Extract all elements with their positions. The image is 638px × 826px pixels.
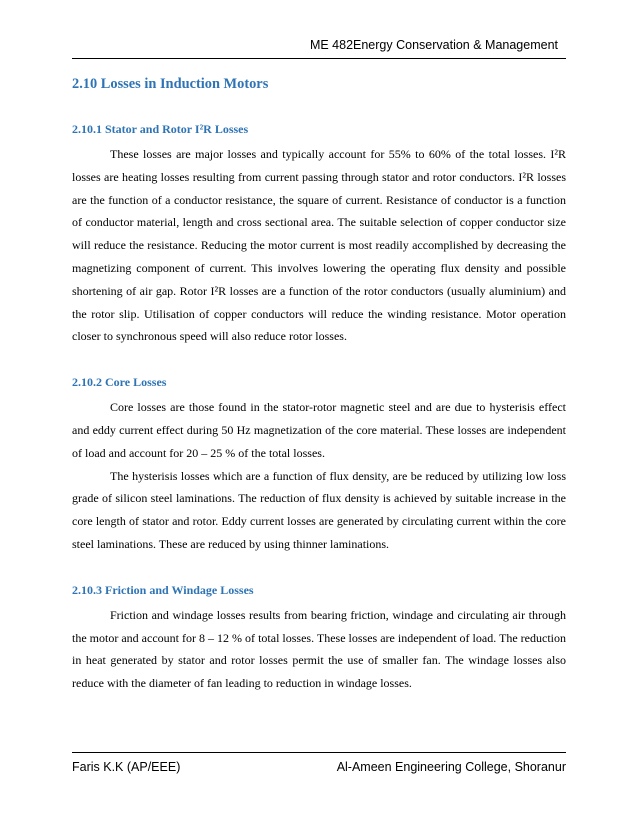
footer-institution: Al-Ameen Engineering College, Shoranur [336,760,566,774]
spacer [72,348,566,374]
spacer [72,556,566,582]
footer-author: Faris K.K (AP/EEE) [72,760,181,774]
header-title: ME 482Energy Conservation & Management [309,38,558,52]
paragraph-stator-rotor: These losses are major losses and typically account for 55% to 60% of the total losses. I²R losses are heating losses resulting from current passing through stator and rotor conductors. I²R losses are the function of a conductor resistance, the square of current. Resistance of conductor is a function of conductor material, length and cross sectional area. The suitable selection of copper conductor size will reduce the resistance. Reducing the motor current is most readily accomplished by decreasing the magnetizing component of current. This involves lowering the operating flux density and possible shortening of air gap. Rotor I²R losses are a function of the rotor conductors (usually aluminium) and the rotor slip. Utilisation of copper conductors will reduce the winding resistance. Motor operation closer to synchronous speed will also reduce rotor losses. [72,147,566,344]
document-body [72,74,566,695]
paragraph-core-2: The hysterisis losses which are a function of flux density, are be reduced by utilizing low loss grade of silicon steel laminations. The reduction of flux density is achieved by suitable increase in the core length of stator and rotor. Eddy current losses are generated by circulating current within the core steel laminations. These are reduced by using thinner laminations. [72,468,566,551]
subsection-title-friction: 2.10.3 Friction and Windage Losses [72,582,254,597]
subsection-title-core: 2.10.2 Core Losses [72,375,167,390]
subsection-title-stator-rotor: 2.10.1 Stator and Rotor I²R Losses [72,122,249,136]
page-header [72,38,566,59]
page-footer [72,752,566,777]
section-title: 2.10 Losses in Induction Motors [72,76,269,92]
paragraph-core-1: Core losses are those found in the stator-rotor magnetic steel and are due to hysterisis effect and eddy current effect during 50 Hz magnetization of the core material. These losses are independent of load and account for 20 – 25 % of the total losses. [72,400,566,460]
paragraph-friction: Friction and windage losses results from bearing friction, windage and circulating air through the motor and account for 8 – 12 % of total losses. These losses are independent of load. The reduction in heat generated by stator and rotor losses permit the use of smaller fan. The windage losses also reduce with the diameter of fan leading to reduction in windage losses. [72,607,566,691]
